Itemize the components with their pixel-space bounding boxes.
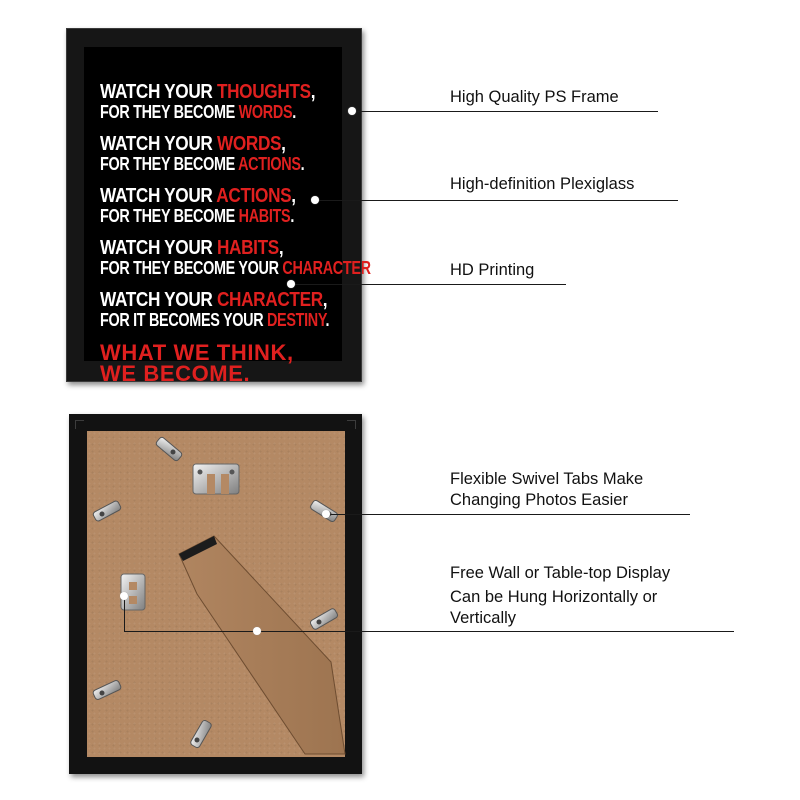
poster-line-1: WATCH YOUR THOUGHTS,: [100, 81, 316, 103]
callout-line-display-vertical: [124, 596, 125, 631]
feature-label-frame: High Quality PS Frame: [450, 88, 619, 106]
callout-dot-printing: [287, 280, 295, 288]
feature-label-swivel-1: Flexible Swivel Tabs Make: [450, 470, 644, 488]
feature-label-display-3: Vertically: [450, 609, 517, 627]
callout-dot-swivel: [322, 510, 330, 518]
feature-label-plexiglass: High-definition Plexiglass: [450, 175, 635, 193]
callout-line-swivel: [330, 514, 690, 515]
poster-line-4: FOR THEY BECOME ACTIONS.: [100, 154, 305, 174]
callout-dot-frame: [348, 107, 356, 115]
swivel-tab[interactable]: [92, 680, 122, 701]
swivel-tab[interactable]: [190, 719, 213, 748]
back-hardware-illustration: [69, 414, 362, 774]
callout-dot-display-stand: [253, 627, 261, 635]
poster-line-10: FOR IT BECOMES YOUR DESTINY.: [100, 310, 330, 330]
sawtooth-hanger: [193, 464, 239, 494]
callout-line-display: [124, 631, 734, 632]
poster-final-line-1: WHAT WE THINK,: [100, 340, 294, 365]
feature-label-printing: HD Printing: [450, 261, 535, 279]
swivel-tab[interactable]: [309, 608, 338, 631]
callout-line-frame: [352, 111, 658, 112]
poster-line-9: WATCH YOUR CHARACTER,: [100, 289, 328, 311]
feature-label-swivel-2: Changing Photos Easier: [450, 491, 628, 509]
callout-line-printing: [292, 284, 566, 285]
poster-line-8: FOR THEY BECOME YOUR CHARACTER.: [100, 258, 375, 278]
poster-final-line-2: WE BECOME.: [100, 361, 251, 386]
poster-line-7: WATCH YOUR HABITS,: [100, 237, 284, 259]
back-picture-frame: [69, 414, 362, 774]
front-picture-frame: [66, 28, 375, 386]
callout-dot-display-hook: [120, 592, 128, 600]
poster-line-6: FOR THEY BECOME HABITS.: [100, 206, 295, 226]
feature-label-display-2: Can be Hung Horizontally or: [450, 588, 658, 606]
swivel-tab[interactable]: [92, 500, 121, 522]
feature-label-display-1: Free Wall or Table-top Display: [450, 564, 671, 582]
callout-dot-plexiglass: [311, 196, 319, 204]
poster-line-3: WATCH YOUR WORDS,: [100, 133, 286, 155]
poster-line-2: FOR THEY BECOME WORDS.: [100, 102, 296, 122]
swivel-tab[interactable]: [155, 436, 183, 462]
callout-line-plexiglass: [316, 200, 678, 201]
quote-poster: [84, 47, 375, 386]
poster-line-5: WATCH YOUR ACTIONS,: [100, 185, 296, 207]
